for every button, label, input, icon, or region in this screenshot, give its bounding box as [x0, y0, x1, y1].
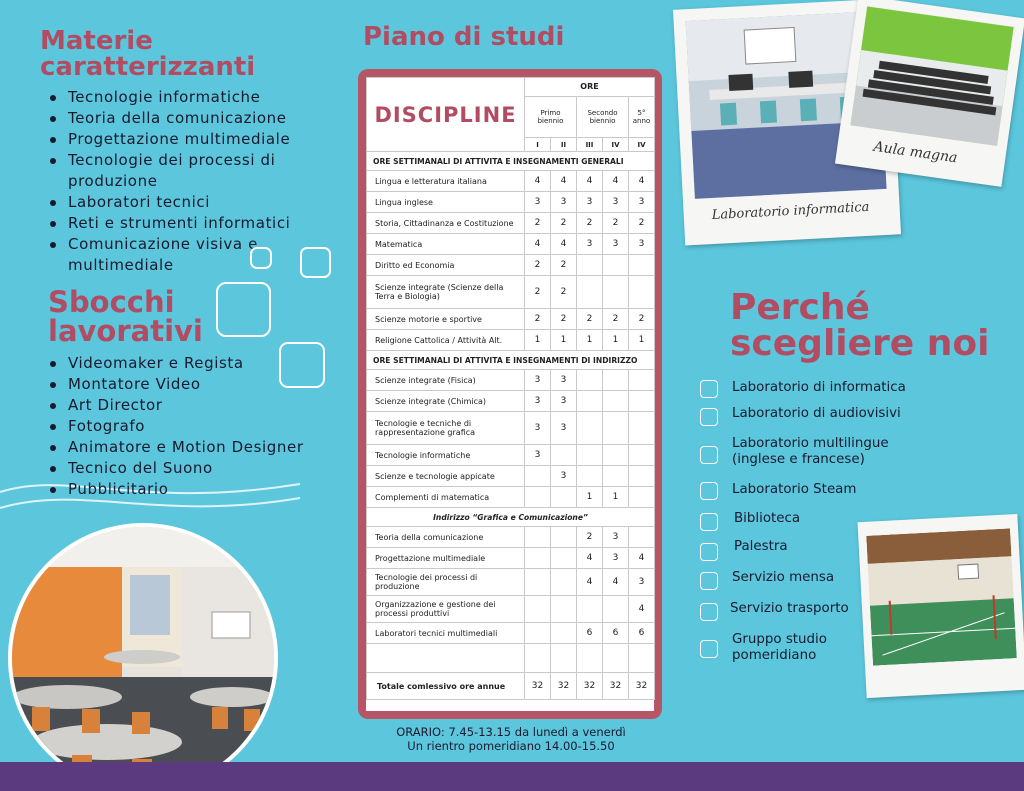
list-item: Tecnico del Suono — [46, 458, 346, 479]
discipline-name: Teoria della comunicazione — [367, 527, 525, 548]
hours-cell: 3 — [551, 192, 577, 213]
checkbox-icon — [700, 640, 718, 658]
hours-cell — [577, 391, 603, 412]
hours-cell: 3 — [525, 370, 551, 391]
aula-photo-polaroid — [835, 0, 1024, 187]
list-item: Fotografo — [46, 416, 346, 437]
hours-cell: 2 — [629, 213, 655, 234]
hours-cell: 3 — [551, 466, 577, 487]
section-row — [367, 152, 655, 171]
hours-cell: 1 — [577, 487, 603, 508]
classroom-illustration — [12, 527, 274, 789]
section-row — [367, 508, 655, 527]
discipline-header: DISCIPLINE — [367, 78, 525, 152]
list-item: Laboratori tecnici — [46, 192, 346, 213]
hours-cell: 2 — [577, 213, 603, 234]
hours-cell — [551, 596, 577, 623]
hours-cell: 3 — [525, 445, 551, 466]
piano-heading: Piano di studi — [363, 22, 565, 52]
checkbox-icon — [700, 446, 718, 464]
total-cell: 32 — [577, 673, 603, 700]
discipline-name: Diritto ed Economia — [367, 255, 525, 276]
aula-illustration — [850, 6, 1013, 145]
list-item: Tecnologie informatiche — [46, 87, 346, 108]
hours-cell: 3 — [551, 370, 577, 391]
hours-cell: 2 — [525, 309, 551, 330]
table-row — [367, 171, 655, 192]
hours-cell — [577, 466, 603, 487]
sbocchi-heading: Sbocchi lavorativi — [48, 285, 203, 348]
hours-cell: 2 — [551, 213, 577, 234]
hours-cell: 4 — [577, 548, 603, 569]
list-item: Reti e strumenti informatici — [46, 213, 346, 234]
hours-cell — [603, 276, 629, 309]
study-plan-body — [367, 78, 655, 700]
discipline-name: Storia, Cittadinanza e Costituzione — [367, 213, 525, 234]
hours-cell — [577, 445, 603, 466]
hours-cell: 4 — [577, 569, 603, 596]
table-row — [367, 330, 655, 351]
hours-cell — [577, 412, 603, 445]
list-item: Comunicazione visiva e multimediale — [46, 234, 346, 276]
hours-cell: 4 — [577, 171, 603, 192]
list-item: Pubblicitario — [46, 479, 346, 500]
empty-cell — [629, 644, 655, 673]
orario-note: ORARIO: 7.45-13.15 da lunedì a venerdì Un rientro pomeridiano 14.00-15.50 — [396, 725, 626, 753]
hours-cell: 2 — [577, 527, 603, 548]
hours-cell: 3 — [525, 192, 551, 213]
table-row — [367, 370, 655, 391]
hours-cell — [603, 370, 629, 391]
checkbox-icon — [700, 603, 718, 621]
aula-caption: Aula magna — [872, 138, 959, 167]
discipline-name: Scienze motorie e sportive — [367, 309, 525, 330]
hours-cell: 3 — [603, 192, 629, 213]
hours-cell: 2 — [551, 309, 577, 330]
list-item: Teoria della comunicazione — [46, 108, 346, 129]
hours-cell: 2 — [551, 255, 577, 276]
spacer-row — [367, 644, 655, 673]
discipline-name: Tecnologie informatiche — [367, 445, 525, 466]
hours-cell — [629, 487, 655, 508]
table-row — [367, 445, 655, 466]
table-row — [367, 527, 655, 548]
hours-cell — [629, 445, 655, 466]
checkbox-icon — [700, 513, 718, 531]
materie-heading: Materie caratterizzanti — [40, 26, 256, 82]
hours-cell: 1 — [603, 487, 629, 508]
hours-cell — [577, 276, 603, 309]
table-row — [367, 487, 655, 508]
discipline-name: Complementi di matematica — [367, 487, 525, 508]
study-plan-frame — [358, 69, 662, 719]
section-generali: ORE SETTIMANALI DI ATTIVITA E INSEGNAMENTI GENERALI — [367, 152, 655, 171]
hours-cell — [577, 370, 603, 391]
hours-cell: 4 — [525, 234, 551, 255]
perche-heading: Perché scegliere noi — [730, 287, 990, 364]
discipline-name: Lingua e letteratura italiana — [367, 171, 525, 192]
hours-cell: 3 — [603, 234, 629, 255]
checkbox-icon — [700, 482, 718, 500]
hours-cell: 2 — [525, 276, 551, 309]
discipline-name: Religione Cattolica / Attività Alt. — [367, 330, 525, 351]
hours-cell: 4 — [603, 171, 629, 192]
section-row — [367, 351, 655, 370]
hours-cell: 3 — [603, 548, 629, 569]
hours-cell: 3 — [629, 234, 655, 255]
list-item: Animatore e Motion Designer — [46, 437, 346, 458]
hours-cell — [629, 412, 655, 445]
section-indirizzo: ORE SETTIMANALI DI ATTIVITA E INSEGNAMENTI DI INDIRIZZO — [367, 351, 655, 370]
empty-cell — [603, 644, 629, 673]
hours-cell — [603, 412, 629, 445]
discipline-name: Matematica — [367, 234, 525, 255]
table-row — [367, 255, 655, 276]
hours-cell: 4 — [551, 171, 577, 192]
hours-cell: 1 — [525, 330, 551, 351]
hours-cell: 1 — [551, 330, 577, 351]
hours-cell: 2 — [551, 276, 577, 309]
hours-cell: 3 — [577, 234, 603, 255]
hours-cell: 2 — [603, 309, 629, 330]
hours-cell: 3 — [603, 527, 629, 548]
total-cell: 32 — [525, 673, 551, 700]
decorative-square — [300, 247, 331, 278]
footer-band — [0, 762, 1024, 791]
list-item: Progettazione multimediale — [46, 129, 346, 150]
hours-cell — [551, 548, 577, 569]
hours-cell — [525, 466, 551, 487]
list-item: Art Director — [46, 395, 346, 416]
hours-cell — [551, 527, 577, 548]
hours-cell: 6 — [603, 623, 629, 644]
quinto-anno-header: 5° anno — [629, 97, 655, 138]
hours-cell — [577, 255, 603, 276]
hours-cell: 2 — [629, 309, 655, 330]
year-header: IV — [629, 138, 655, 152]
discipline-name: Laboratori tecnici multimediali — [367, 623, 525, 644]
table-row — [367, 466, 655, 487]
discipline-name: Scienze integrate (Fisica) — [367, 370, 525, 391]
table-row — [367, 412, 655, 445]
hours-cell: 3 — [551, 412, 577, 445]
hours-cell: 2 — [577, 309, 603, 330]
ore-header: ORE — [525, 78, 655, 97]
hours-cell: 1 — [577, 330, 603, 351]
hours-cell — [603, 596, 629, 623]
list-item: Montatore Video — [46, 374, 346, 395]
table-row — [367, 213, 655, 234]
discipline-name: Progettazione multimediale — [367, 548, 525, 569]
hours-cell: 4 — [629, 548, 655, 569]
table-row — [367, 623, 655, 644]
total-row — [367, 673, 655, 700]
hours-cell — [551, 487, 577, 508]
checkbox-icon — [700, 408, 718, 426]
checkbox-icon — [700, 380, 718, 398]
table-row — [367, 596, 655, 623]
study-plan-table — [366, 77, 655, 700]
hours-cell: 4 — [525, 171, 551, 192]
brochure-page: Materie caratterizzanti Tecnologie informatiche Teoria della comunicazione Progettazione multimediale Tecnologie dei processi di produzione Laboratori tecnici Reti e strumenti informatici Comunicazione visiva e multimediale Sbocchi lavorativi Videomaker e Regista Montatore Video Art Director Fotografo Animatore e Motion Designer Tecnico del Suono Pubblicitario Piano di studi DISCIPLINE ORE Primo biennio Secondo biennio 5° anno I II III IV IV ORE SETTIMANALI DI ATTIVITA E INSEGNAMENTI GENERALI Lingua e letteratura italiana 4 4 4 4 4 Lingua inglese 3 3 3 3 3 Storia, Cittadinanza e Costituzione 2 2 2 2 2 Matematica 4 4 3 3 3 Diritto ed Economia 2 2 Scienze integrate (Scienze della Terra e Biologia) 2 2 Scienze motorie e sportive 2 2 2 2 2 Religione Cattolica / Attività Alt. 1 1 1 1 1 ORE SETTIMANALI DI ATTIVITA E INSEGNAMENTI DI INDIRIZZO Scienze integrate (Fisica) 3 3 Scienze integrate (Chimica) 3 3 Tecnologie e tecniche di rappresentazione grafica 3 3 Tecnologie informatiche 3 Scienze e tecnologie appicate 3 Complementi di matematica 1 1 Indirizzo “Grafica e Comunicazione” Teoria della comunicazione 2 3 Progettazione multimediale 4 3 4 Tecnologie dei processi di produzione 4 4 3 Organizzazione e gestione dei processi produttivi 4 Laboratori tecnici multimediali 6 6 6 Totale comlessivo ore annue 32 32 32 32 32 ORARIO: 7.45-13.15 da lunedì a venerdì Un rientro pomeridiano 14.00-15.50 Laboratorio informatica Aula magna Perché scegliere noi Laboratorio di informatica Laboratorio di audiovisivi Laboratorio multilingue (inglese e francese) Laboratorio Steam Biblioteca Palestra Servizio mensa Servizio trasporto Gruppo studio pomeridiano — [0, 0, 1024, 791]
empty-cell — [577, 644, 603, 673]
table-row — [367, 569, 655, 596]
year-header: II — [551, 138, 577, 152]
discipline-name: Scienze e tecnologie appicate — [367, 466, 525, 487]
hours-cell — [603, 445, 629, 466]
hours-cell: 3 — [577, 192, 603, 213]
total-cell: 32 — [603, 673, 629, 700]
hours-cell — [577, 596, 603, 623]
hours-cell — [603, 466, 629, 487]
total-cell: 32 — [629, 673, 655, 700]
hours-cell: 6 — [629, 623, 655, 644]
lab-caption: Laboratorio informatica — [711, 199, 870, 224]
hours-cell: 4 — [629, 171, 655, 192]
discipline-name: Organizzazione e gestione dei processi produttivi — [367, 596, 525, 623]
discipline-name: Tecnologie dei processi di produzione — [367, 569, 525, 596]
list-item: Videomaker e Regista — [46, 353, 346, 374]
hours-cell — [629, 466, 655, 487]
hours-cell — [525, 569, 551, 596]
empty-cell — [551, 644, 577, 673]
secondo-biennio-header: Secondo biennio — [577, 97, 629, 138]
hours-cell — [525, 487, 551, 508]
discipline-name: Lingua inglese — [367, 192, 525, 213]
hours-cell: 3 — [525, 412, 551, 445]
hours-cell — [629, 391, 655, 412]
table-row — [367, 548, 655, 569]
discipline-name: Scienze integrate (Scienze della Terra e Biologia) — [367, 276, 525, 309]
table-row — [367, 192, 655, 213]
table-header-row — [367, 78, 655, 97]
hours-cell — [525, 527, 551, 548]
discipline-name: Tecnologie e tecniche di rappresentazione grafica — [367, 412, 525, 445]
table-row — [367, 309, 655, 330]
hours-cell — [525, 548, 551, 569]
hours-cell: 3 — [629, 192, 655, 213]
hours-cell: 2 — [525, 213, 551, 234]
checkbox-icon — [700, 543, 718, 561]
palestra-photo — [866, 528, 1017, 665]
hours-cell: 3 — [629, 569, 655, 596]
indirizzo-label: Indirizzo “Grafica e Comunicazione” — [367, 508, 655, 527]
aula-photo — [850, 6, 1013, 145]
hours-cell: 4 — [629, 596, 655, 623]
study-plan-card — [366, 77, 654, 711]
hours-cell: 1 — [629, 330, 655, 351]
year-header: IV — [603, 138, 629, 152]
hours-cell: 2 — [525, 255, 551, 276]
discipline-name: Scienze integrate (Chimica) — [367, 391, 525, 412]
hours-cell — [525, 596, 551, 623]
hours-cell — [525, 623, 551, 644]
decorative-square — [250, 247, 272, 269]
decorative-square — [216, 282, 271, 337]
hours-cell: 6 — [577, 623, 603, 644]
hours-cell: 3 — [551, 391, 577, 412]
table-row — [367, 234, 655, 255]
palestra-photo-polaroid — [858, 514, 1024, 698]
hours-cell — [551, 623, 577, 644]
hours-cell — [551, 569, 577, 596]
classroom-photo — [8, 523, 278, 791]
hours-cell — [603, 255, 629, 276]
hours-cell: 2 — [603, 213, 629, 234]
empty-cell — [525, 644, 551, 673]
hours-cell — [629, 276, 655, 309]
hours-cell — [629, 370, 655, 391]
hours-cell — [629, 255, 655, 276]
table-row — [367, 391, 655, 412]
hours-cell: 3 — [525, 391, 551, 412]
hours-cell — [551, 445, 577, 466]
total-cell: 32 — [551, 673, 577, 700]
palestra-illustration — [866, 528, 1017, 665]
hours-cell: 4 — [603, 569, 629, 596]
year-header: I — [525, 138, 551, 152]
table-row — [367, 276, 655, 309]
hours-cell: 4 — [551, 234, 577, 255]
year-header: III — [577, 138, 603, 152]
list-item: Tecnologie dei processi di produzione — [46, 150, 346, 192]
checkbox-icon — [700, 572, 718, 590]
materie-list — [46, 87, 346, 276]
hours-cell: 1 — [603, 330, 629, 351]
primo-biennio-header: Primo biennio — [525, 97, 577, 138]
hours-cell — [629, 527, 655, 548]
total-label: Totale comlessivo ore annue — [367, 673, 525, 700]
sbocchi-list — [46, 353, 346, 500]
empty-cell — [367, 644, 525, 673]
hours-cell — [603, 391, 629, 412]
